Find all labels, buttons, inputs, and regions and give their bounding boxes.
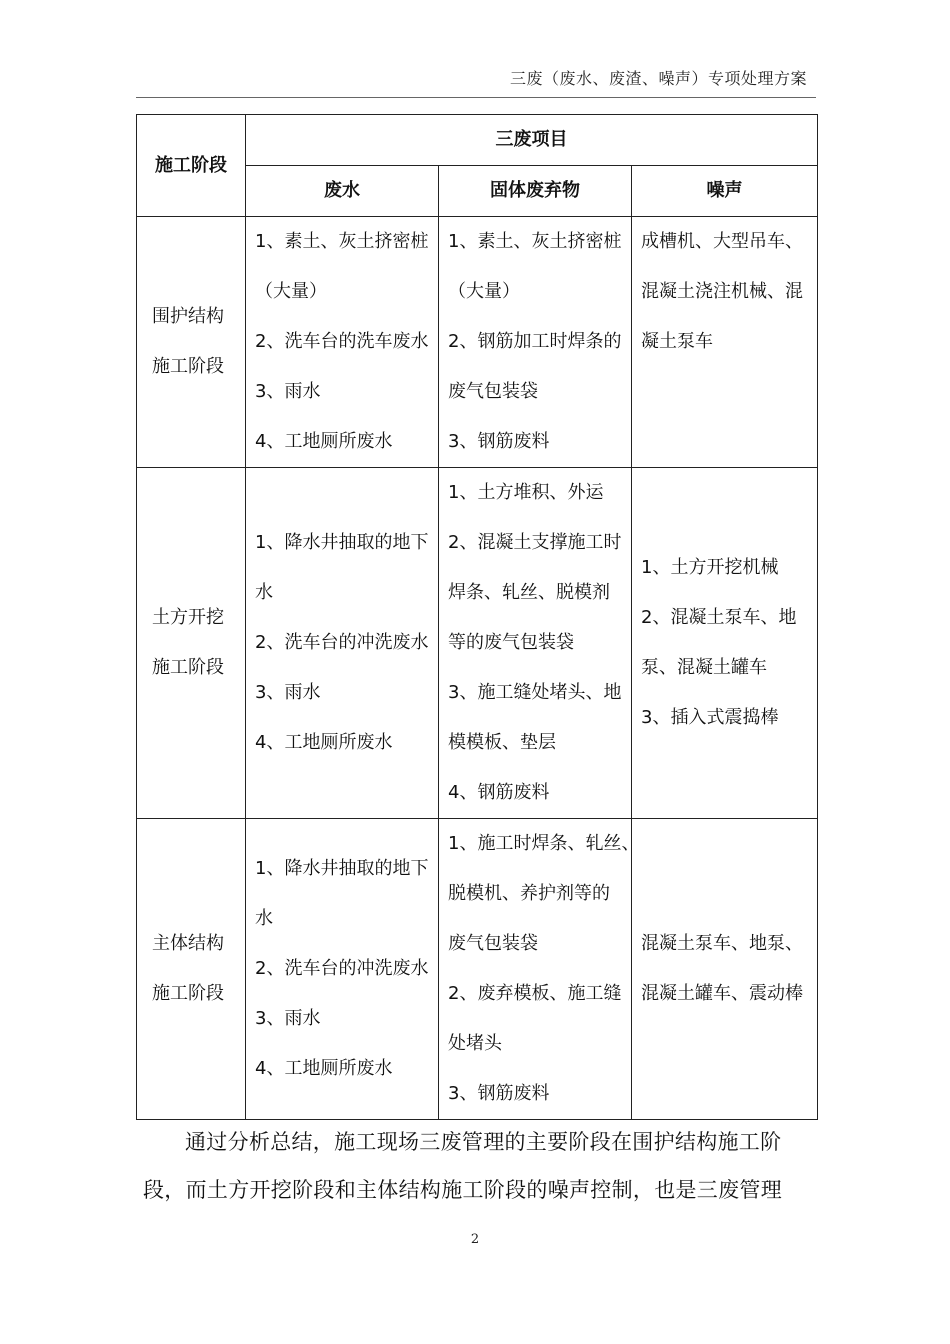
noise-line: 成槽机、大型吊车、 (641, 231, 803, 252)
water-line: 1、降水井抽取的地下 (255, 532, 429, 553)
water-line: 3、雨水 (255, 1008, 321, 1029)
noise-line: 混凝土罐车、震动棒 (641, 983, 803, 1004)
solid-line: 1、素土、灰土挤密桩 (448, 231, 622, 252)
stage-header: 施工阶段 (137, 115, 246, 217)
solid-line: 3、钢筋废料 (448, 1083, 550, 1104)
solid-line: 1、施工时焊条、轧丝、 (448, 833, 640, 854)
stage-line: 施工阶段 (152, 356, 224, 377)
column-header-water: 废水 (246, 166, 439, 217)
stage-line: 主体结构 (152, 933, 224, 954)
water-line: 1、降水井抽取的地下 (255, 858, 429, 879)
water-line: 2、洗车台的冲洗废水 (255, 958, 429, 979)
water-line: 4、工地厕所废水 (255, 732, 393, 753)
header-rule (136, 97, 816, 98)
solid-line: 2、钢筋加工时焊条的 (448, 331, 622, 352)
table-row (137, 819, 818, 1120)
waste-table (136, 114, 818, 1120)
noise-line: 混凝土浇注机械、混 (641, 281, 803, 302)
noise-line: 1、土方开挖机械 (641, 557, 779, 578)
water-cell (246, 819, 439, 1120)
solid-cell (439, 819, 640, 1120)
solid-line: 脱模机、养护剂等的 (448, 883, 610, 904)
noise-line: 混凝土泵车、地泵、 (641, 933, 803, 954)
water-line: 3、雨水 (255, 682, 321, 703)
water-cell (246, 468, 439, 819)
stage-line: 施工阶段 (152, 983, 224, 1004)
solid-line: （大量） (448, 281, 520, 302)
stage-cell (137, 468, 246, 819)
solid-line: 3、钢筋废料 (448, 431, 550, 452)
table-row (137, 217, 818, 468)
solid-line: 4、钢筋废料 (448, 782, 550, 803)
table-row (137, 468, 818, 819)
water-line: 1、素土、灰土挤密桩 (255, 231, 429, 252)
column-header-solid: 固体废弃物 (439, 166, 632, 217)
water-line: （大量） (255, 281, 327, 302)
solid-line: 焊条、轧丝、脱模剂 (448, 582, 610, 603)
page-number: 2 (470, 1232, 480, 1247)
solid-line: 废气包装袋 (448, 933, 538, 954)
solid-line: 3、施工缝处堵头、地 (448, 682, 622, 703)
water-line: 水 (255, 582, 273, 603)
stage-line: 围护结构 (152, 306, 224, 327)
water-line: 2、洗车台的洗车废水 (255, 331, 429, 352)
water-line: 3、雨水 (255, 381, 321, 402)
solid-cell (439, 468, 632, 819)
solid-cell (439, 217, 632, 468)
noise-cell (632, 819, 818, 1120)
noise-line: 3、插入式震捣棒 (641, 707, 779, 728)
solid-line: 等的废气包装袋 (448, 632, 574, 653)
water-line: 4、工地厕所废水 (255, 431, 393, 452)
noise-line: 2、混凝土泵车、地 (641, 607, 797, 628)
body-paragraph: 通过分析总结，施工现场三废管理的主要阶段在围护结构施工阶段，而土方开挖阶段和主体结构施工阶段的噪声控制，也是三废管理 (143, 1130, 782, 1202)
solid-line: 2、废弃模板、施工缝 (448, 983, 622, 1004)
water-line: 水 (255, 908, 273, 929)
water-line: 4、工地厕所废水 (255, 1058, 393, 1079)
noise-cell (632, 468, 818, 819)
stage-cell (137, 217, 246, 468)
water-cell (246, 217, 439, 468)
solid-line: 处堵头 (448, 1033, 502, 1054)
solid-line: 废气包装袋 (448, 381, 538, 402)
page-header-title: 三废（废水、废渣、噪声）专项处理方案 (509, 69, 807, 88)
column-header-noise: 噪声 (632, 166, 818, 217)
stage-line: 土方开挖 (152, 607, 224, 628)
stage-line: 施工阶段 (152, 657, 224, 678)
solid-line: 模模板、垫层 (448, 732, 556, 753)
noise-cell (632, 217, 818, 468)
stage-cell (137, 819, 246, 1120)
noise-line: 泵、混凝土罐车 (641, 657, 767, 678)
solid-line: 1、土方堆积、外运 (448, 482, 604, 503)
group-header: 三废项目 (246, 115, 818, 166)
solid-line: 2、混凝土支撑施工时 (448, 532, 622, 553)
water-line: 2、洗车台的冲洗废水 (255, 632, 429, 653)
noise-line: 凝土泵车 (641, 331, 713, 352)
